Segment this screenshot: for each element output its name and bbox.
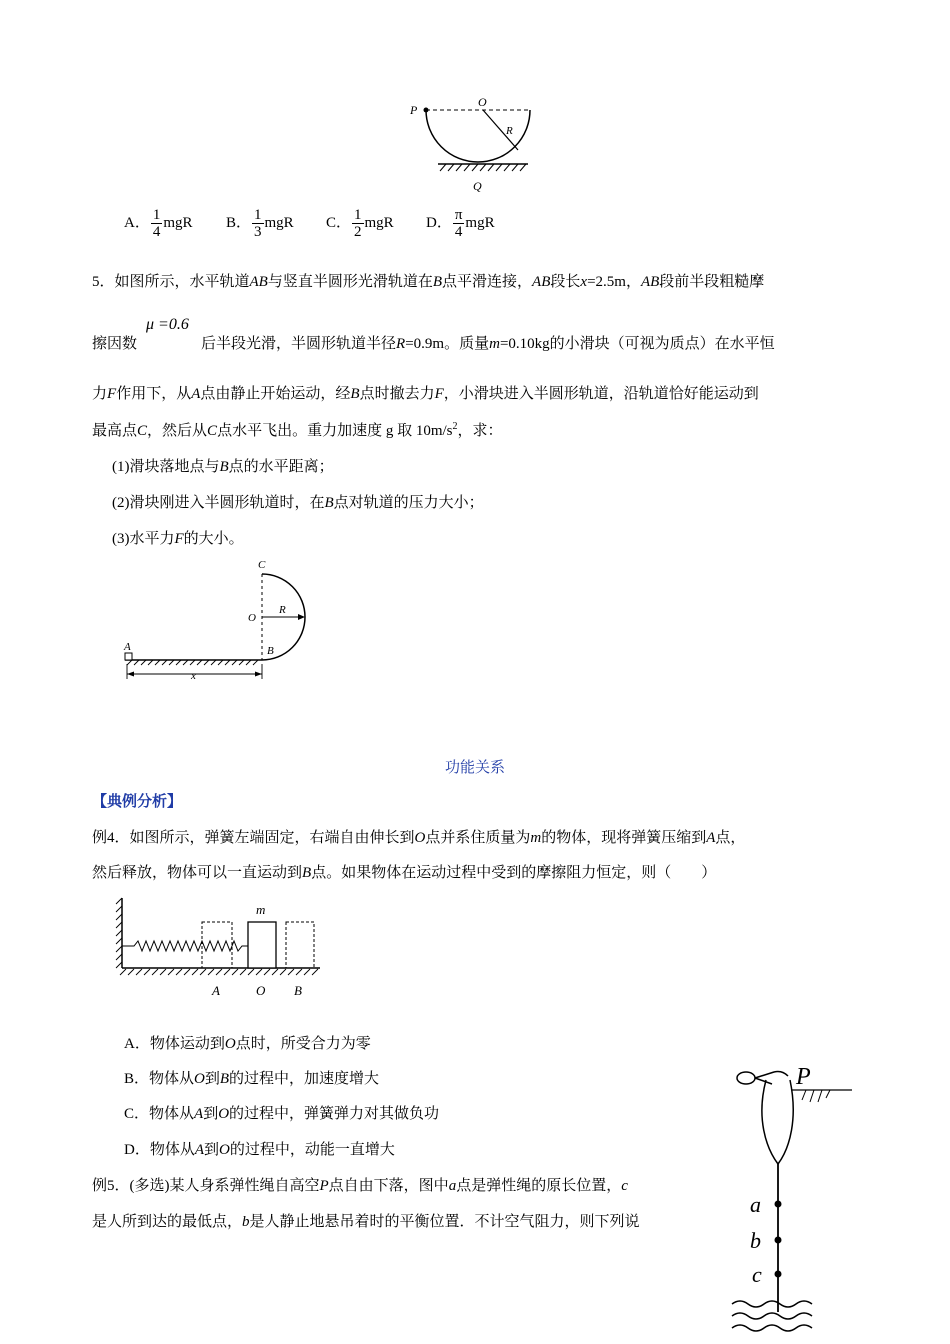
bowl-figure xyxy=(400,92,540,198)
q5-sub-question-2: (2)滑块刚进入半圆形轨道时，在B点对轨道的压力大小； xyxy=(112,495,484,511)
label-r2: R xyxy=(279,604,286,616)
point-a-dot xyxy=(775,1201,782,1208)
block-at-b xyxy=(286,922,314,968)
q5-sub-question-3: (3)水平力F的大小。 xyxy=(112,531,244,547)
wall-hatch xyxy=(116,898,122,968)
q5-line-3: 力F作用下，从A点由静止开始运动，经B点时撤去力F，小滑块进入半圆形轨道，沿轨道恰好能运动到 xyxy=(92,386,759,402)
bowl-arc xyxy=(426,110,530,162)
q5-mu-value: μ =0.6 xyxy=(146,316,189,333)
knot-loop xyxy=(737,1072,755,1084)
floor-hatch xyxy=(120,969,318,975)
knot-ends xyxy=(755,1072,788,1085)
label-q: Q xyxy=(473,179,482,193)
dim-arrow-right xyxy=(255,672,262,677)
q4-option-d: D． $\frac{\pi}{4}$ mgR xyxy=(426,207,495,240)
q4-option-b: B． $\frac{1}{3}$ mgR xyxy=(226,207,294,240)
point-b-dot xyxy=(775,1237,782,1244)
point-p-dot xyxy=(424,108,429,113)
label-o3: O xyxy=(256,983,266,998)
label-x: x xyxy=(191,670,196,682)
label-b3: B xyxy=(294,983,302,998)
q5-sub-question-1: (1)滑块落地点与B点的水平距离； xyxy=(112,459,334,475)
analysis-tag: 【典例分析】 xyxy=(92,794,183,810)
bungee-figure xyxy=(722,1058,862,1344)
label-r: R xyxy=(506,125,513,137)
spring-figure xyxy=(112,892,327,1002)
slider-block xyxy=(125,653,132,660)
q5-line-4: 最高点C，然后从C点水平飞出。重力加速度 g 取 $10m/s^2$，求： xyxy=(92,421,503,439)
label-c: C xyxy=(258,559,266,571)
q5-line-2: 擦因数 后半段光滑，半圆形轨道半径R=0.9m。质量m=0.10kg的小滑块（可视为质点）在水平恒 xyxy=(92,336,775,352)
ex4-option-b: B．物体从O到B的过程中，加速度增大 xyxy=(124,1071,380,1087)
label-a4: a xyxy=(750,1192,761,1217)
label-p: P xyxy=(410,103,418,117)
ex5-line-2: 是人所到达的最低点，b是人静止地悬吊着时的平衡位置．不计空气阻力，则下列说 xyxy=(92,1214,640,1230)
label-a2: A xyxy=(124,641,131,653)
q4-option-a: A． $\frac{1}{4}$ mgR xyxy=(124,207,193,240)
ex4-line-1: 例4．如图所示，弹簧左端固定，右端自由伸长到O点并系住质量为m的物体，现将弹簧压缩到A点， xyxy=(92,830,746,846)
block-at-o xyxy=(248,922,276,968)
ex4-option-a: A．物体运动到O点时，所受合力为零 xyxy=(124,1036,371,1052)
dim-arrow-left xyxy=(127,672,134,677)
q5-line-1: 5．如图所示，水平轨道AB与竖直半圆形光滑轨道在B点平滑连接，AB段长x=2.5m，AB段前半段粗糙摩 xyxy=(92,274,765,290)
track-figure xyxy=(115,552,315,684)
q4-option-c: C． $\frac{1}{2}$ mgR xyxy=(326,207,394,240)
label-a3: A xyxy=(212,983,220,998)
bowl-radius-line xyxy=(483,110,518,150)
ex4-option-c: C．物体从A到O的过程中，弹簧弹力对其做负功 xyxy=(124,1106,440,1122)
water-waves xyxy=(732,1301,812,1331)
label-b4: b xyxy=(750,1228,761,1253)
ground-hatch xyxy=(440,164,526,171)
spring-coil xyxy=(122,941,248,951)
label-p4: P xyxy=(796,1064,811,1090)
cord-loop xyxy=(762,1080,793,1164)
ex4-option-d: D．物体从A到O的过程中，动能一直增大 xyxy=(124,1142,395,1158)
label-b2: B xyxy=(267,645,274,657)
label-o: O xyxy=(478,95,487,109)
ex4-line-2: 然后释放，物体可以一直运动到B点。如果物体在运动过程中受到的摩擦阻力恒定，则（ ） xyxy=(92,865,717,881)
ledge-hatch xyxy=(802,1090,830,1102)
label-c4: c xyxy=(752,1262,762,1287)
ex5-line-1: 例5．(多选)某人身系弹性绳自高空P点自由下落，图中a点是弹性绳的原长位置，c xyxy=(92,1178,628,1194)
radius-arrow-head xyxy=(298,614,305,620)
section-title: 功能关系 xyxy=(444,760,505,776)
label-o2: O xyxy=(248,612,256,624)
point-c-dot xyxy=(775,1271,782,1278)
label-m: m xyxy=(256,902,266,917)
